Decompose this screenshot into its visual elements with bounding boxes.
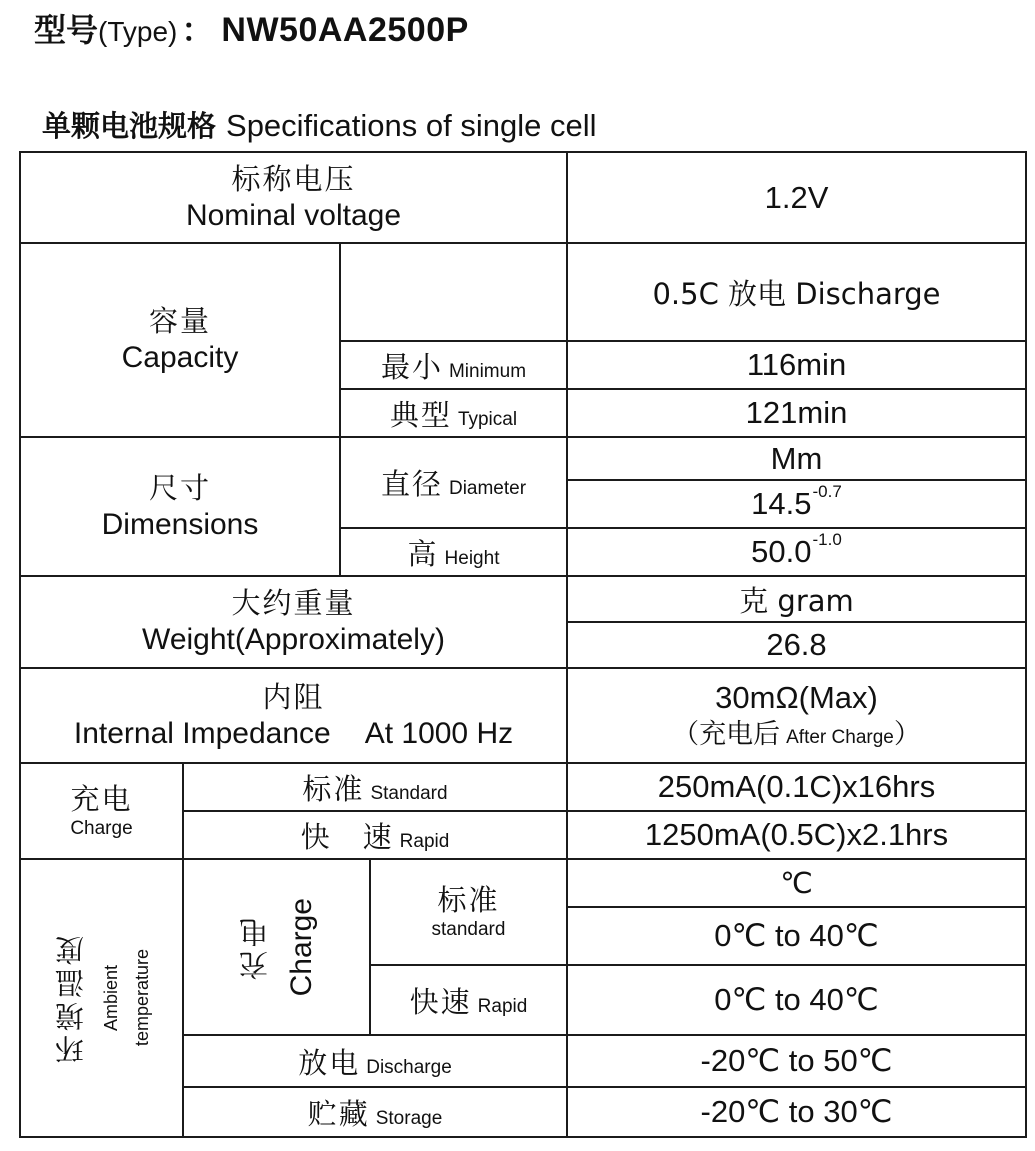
row-internal-impedance	[20, 668, 1026, 763]
charge-label	[20, 763, 183, 859]
temp-charge-rapid-value-cell	[567, 965, 1026, 1035]
charge-standard-cn: 标准	[302, 771, 365, 806]
temp-unit-cell	[567, 859, 1026, 907]
dimensions-height-value: 50.0	[751, 534, 812, 569]
internal-impedance-value: 30mΩ(Max)	[715, 680, 878, 716]
ambient-temperature-label-en-2: temperature	[132, 949, 152, 1047]
capacity-condition-cell	[567, 243, 1026, 341]
capacity-label	[20, 243, 340, 437]
capacity-condition: 0.5C 放电 Discharge	[652, 276, 941, 311]
weight-value: 26.8	[766, 627, 827, 662]
dimensions-height-tolerance: -1.0	[812, 530, 842, 549]
model-colon: ：	[181, 11, 214, 49]
row-dimensions-unit	[20, 437, 1026, 480]
temp-charge-rapid-en: Rapid	[477, 995, 528, 1017]
temp-storage-en: Storage	[375, 1107, 443, 1129]
temp-discharge-en: Discharge	[366, 1056, 452, 1078]
temp-unit: ℃	[780, 866, 813, 900]
charge-rapid-value: 1250mA(0.5C)x2.1hrs	[644, 817, 949, 852]
charge-label-en: Charge	[70, 818, 133, 840]
weight-unit-cell	[567, 576, 1026, 622]
dimensions-diameter-label	[340, 437, 567, 528]
model-label-cn: 型号	[34, 11, 99, 49]
row-weight-unit	[20, 576, 1026, 622]
ambient-temperature-label	[20, 859, 183, 1137]
charge-rapid-value-cell	[567, 811, 1026, 859]
capacity-minimum-label	[340, 341, 567, 389]
weight-value-cell	[567, 622, 1026, 668]
temp-charge-standard-label	[370, 859, 567, 965]
dimensions-diameter-cn: 直径	[380, 467, 443, 501]
internal-impedance-note-close: ）	[893, 719, 921, 750]
capacity-typical-value: 121min	[745, 395, 848, 430]
temp-charge-standard-cn: 标准	[437, 883, 500, 917]
temp-charge-standard-value: 0℃ to 40℃	[714, 918, 879, 953]
row-temp-unit	[20, 859, 1026, 907]
temp-storage-value-cell	[567, 1087, 1026, 1137]
dimensions-diameter-value-cell	[567, 480, 1026, 528]
spec-heading-en: Specifications of single cell	[226, 108, 597, 143]
weight-label-cn: 大约重量	[231, 586, 356, 621]
internal-impedance-label-en: Internal Impedance	[73, 716, 331, 750]
nominal-voltage-label	[20, 152, 567, 243]
nominal-voltage-value-cell	[567, 152, 1026, 243]
nominal-voltage-value: 1.2V	[764, 179, 829, 215]
dimensions-diameter-value: 14.5	[751, 486, 812, 521]
weight-unit: 克 gram	[739, 583, 854, 618]
capacity-label-cn: 容量	[148, 304, 211, 339]
internal-impedance-note-open: （充电后	[672, 719, 781, 750]
dimensions-unit: Mm	[770, 440, 823, 476]
model-number: NW50AA2500P	[221, 11, 469, 49]
internal-impedance-frequency: At 1000 Hz	[364, 716, 514, 750]
nominal-voltage-label-en: Nominal voltage	[185, 198, 402, 232]
temp-discharge-value-cell	[567, 1035, 1026, 1087]
temp-charge-rapid-value: 0℃ to 40℃	[714, 982, 879, 1017]
capacity-label-en: Capacity	[121, 341, 239, 375]
capacity-minimum-en: Minimum	[448, 360, 527, 382]
dimensions-label	[20, 437, 340, 576]
nominal-voltage-label-cn: 标称电压	[231, 161, 356, 196]
internal-impedance-label-cn: 内阻	[262, 679, 325, 714]
temp-charge-standard-value-cell	[567, 907, 1026, 965]
capacity-typical-cn: 典型	[389, 397, 452, 432]
temp-discharge-label	[183, 1035, 567, 1087]
capacity-typical-value-cell	[567, 389, 1026, 437]
charge-standard-label	[183, 763, 567, 811]
dimensions-label-en: Dimensions	[101, 507, 259, 541]
temp-charge-rapid-label	[370, 965, 567, 1035]
internal-impedance-note-en: After Charge	[786, 727, 894, 748]
dimensions-height-cn: 高	[407, 536, 439, 571]
dimensions-height-en: Height	[444, 547, 500, 569]
model-label-en: (Type)	[98, 16, 178, 47]
spec-table	[19, 151, 1027, 1138]
weight-label	[20, 576, 567, 668]
temp-discharge-value: -20℃ to 50℃	[700, 1043, 893, 1078]
weight-label-en: Weight(Approximately)	[142, 623, 445, 657]
ambient-temperature-label-cn: 环境温度	[54, 932, 88, 1064]
charge-rapid-label	[183, 811, 567, 859]
ambient-temperature-label-en-1: Ambient	[101, 964, 121, 1032]
charge-standard-en: Standard	[370, 782, 448, 804]
charge-standard-value-cell	[567, 763, 1026, 811]
temp-discharge-cn: 放电	[298, 1045, 361, 1080]
capacity-minimum-value: 116min	[746, 347, 847, 382]
capacity-minimum-cn: 最小	[380, 349, 443, 384]
dimensions-label-cn: 尺寸	[148, 470, 211, 505]
dimensions-unit-cell	[567, 437, 1026, 480]
charge-rapid-en: Rapid	[399, 830, 450, 852]
dimensions-height-label	[340, 528, 567, 576]
row-capacity-condition	[20, 243, 1026, 341]
temp-storage-cn: 贮藏	[307, 1096, 370, 1131]
temp-charge-standard-en: standard	[431, 919, 506, 941]
spec-heading	[42, 106, 597, 146]
dimensions-height-value-cell	[567, 528, 1026, 576]
capacity-typical-en: Typical	[457, 408, 518, 430]
spec-heading-cn: 单颗电池规格	[42, 109, 217, 143]
charge-rapid-cn: 快 速	[300, 819, 394, 854]
temp-storage-value: -20℃ to 30℃	[700, 1094, 893, 1129]
internal-impedance-label	[20, 668, 567, 763]
temp-charge-rapid-cn: 快速	[409, 984, 472, 1019]
temp-charge-en: Charge	[285, 897, 318, 997]
row-nominal-voltage	[20, 152, 1026, 243]
capacity-minimum-value-cell	[567, 341, 1026, 389]
row-charge-standard	[20, 763, 1026, 811]
capacity-condition-blank	[340, 243, 567, 341]
charge-label-cn: 充电	[70, 782, 133, 816]
internal-impedance-value-cell	[567, 668, 1026, 763]
temp-charge-cn: 充电	[238, 914, 272, 980]
temp-storage-label	[183, 1087, 567, 1137]
charge-standard-value: 250mA(0.1C)x16hrs	[657, 769, 936, 804]
model-title	[34, 8, 469, 52]
temp-charge-label	[183, 859, 370, 1035]
capacity-typical-label	[340, 389, 567, 437]
dimensions-diameter-en: Diameter	[448, 478, 527, 499]
dimensions-diameter-tolerance: -0.7	[812, 482, 842, 501]
